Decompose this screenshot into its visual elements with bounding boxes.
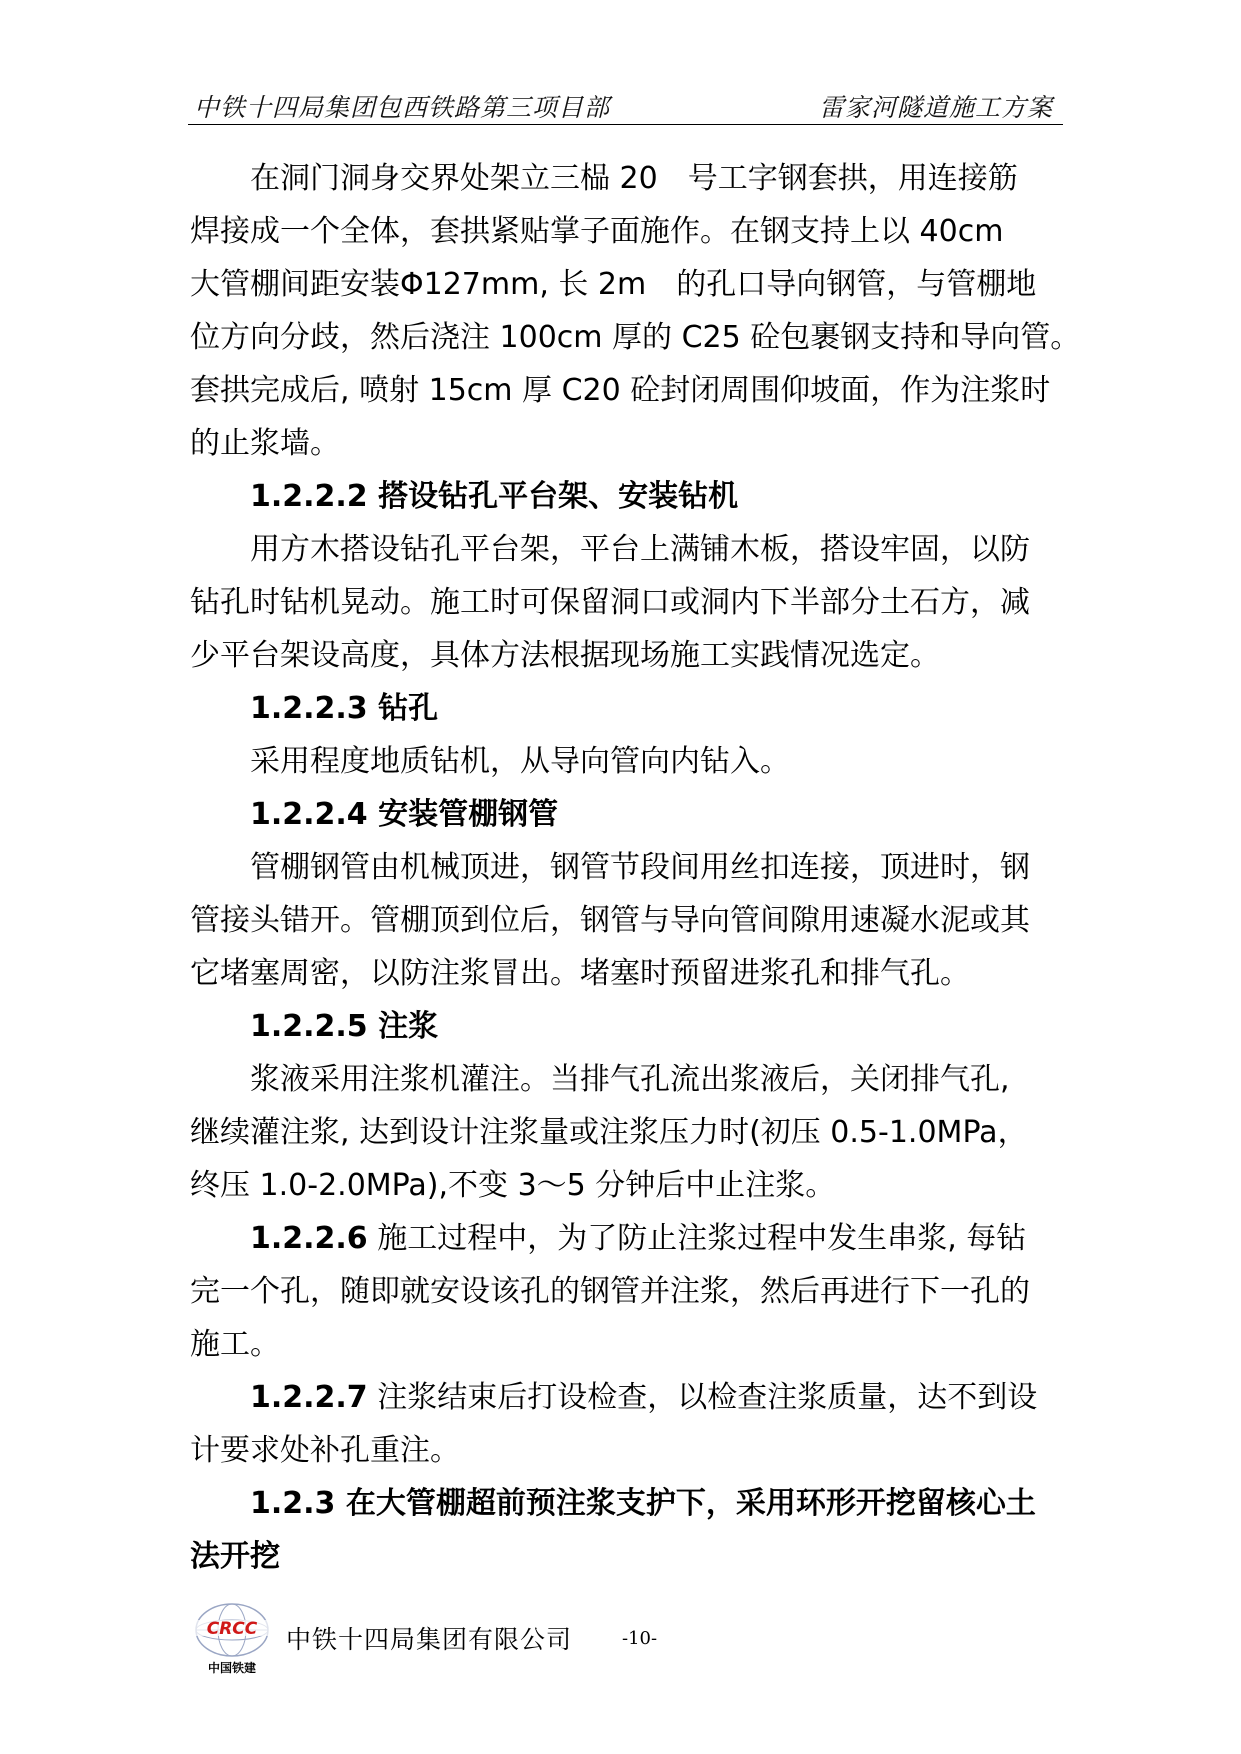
section-heading: 1.2.2.2 搭设钻孔平台架、安装钻机: [250, 479, 739, 514]
body-line: [190, 1212, 1060, 1265]
logo-caption: 中国铁建: [207, 1661, 257, 1675]
body-line: 继续灌注浆, 达到设计注浆量或注浆压力时(初压 0.5-1.0MPa，: [190, 1115, 1028, 1150]
section-heading: 1.2.3 在大管棚超前预注浆支护下，采用环形开挖留核心土: [250, 1486, 1036, 1521]
body-line: 少平台架设高度，具体方法根据现场施工实践情况选定。: [190, 638, 940, 673]
logo-mark: CRCC: [206, 1619, 258, 1639]
body-line: [190, 1371, 1060, 1424]
body-line: 完一个孔，随即就安设该孔的钢管并注浆，然后再进行下一孔的: [190, 1274, 1030, 1309]
section-heading: 1.2.2.3 钻孔: [250, 691, 439, 726]
footer-company: 中铁十四局集团有限公司: [286, 1625, 573, 1654]
body-line: 采用程度地质钻机，从导向管向内钻入。: [250, 744, 790, 779]
header-project: 中铁十四局集团包西铁路第三项目部: [194, 93, 611, 122]
body-line: 终压 1.0-2.0MPa),不变 3～5 分钟后中止注浆。: [190, 1168, 836, 1203]
body-line: 钻孔时钻机晃动。施工时可保留洞口或洞内下半部分土石方，减: [190, 585, 1030, 620]
section-heading: 1.2.2.4 安装管棚钢管: [250, 797, 559, 832]
section-heading: 法开挖: [190, 1539, 280, 1574]
item-number: 1.2.2.6: [250, 1221, 368, 1256]
body-line: 用方木搭设钻孔平台架，平台上满铺木板，搭设牢固，以防: [250, 532, 1030, 567]
item-number: 1.2.2.7: [250, 1380, 368, 1415]
page-header: [188, 84, 1063, 125]
body-line: 浆液采用注浆机灌注。当排气孔流出浆液后，关闭排气孔,: [250, 1062, 1010, 1097]
body-line: 大管棚间距安装Φ127mm, 长 2m 的孔口导向钢管，与管棚地: [190, 267, 1037, 302]
body-line: 套拱完成后, 喷射 15cm 厚 C20 砼封闭周围仰坡面，作为注浆时: [190, 373, 1051, 408]
body-line: 它堵塞周密，以防注浆冒出。堵塞时预留进浆孔和排气孔。: [190, 956, 970, 991]
body-line: 施工。: [190, 1327, 280, 1362]
page-number: -10-: [622, 1628, 658, 1649]
body-line: 位方向分歧，然后浇注 100cm 厚的 C25 砼包裹钢支持和导向管。: [190, 320, 1081, 355]
body-line: 的止浆墙。: [190, 426, 340, 461]
body-line: 在洞门洞身交界处架立三榀 20 号工字钢套拱，用连接筋: [250, 161, 1018, 196]
item-text: 施工过程中，为了防止注浆过程中发生串浆, 每钻: [367, 1221, 1027, 1256]
body-line: 管接头错开。管棚顶到位后，钢管与导向管间隙用速凝水泥或其: [190, 903, 1030, 938]
page-body: [190, 152, 1081, 1583]
section-heading: 1.2.2.5 注浆: [250, 1009, 439, 1044]
body-line: 管棚钢管由机械顶进，钢管节段间用丝扣连接，顶进时，钢: [250, 850, 1030, 885]
header-doc-title: 雷家河隧道施工方案: [818, 93, 1053, 122]
body-line: 计要求处补孔重注。: [190, 1433, 460, 1468]
item-text: 注浆结束后打设检查，以检查注浆质量，达不到设: [367, 1380, 1038, 1415]
body-line: 焊接成一个全体，套拱紧贴掌子面施作。在钢支持上以 40cm: [190, 214, 1004, 249]
crcc-logo-icon: [190, 1600, 274, 1680]
page-footer: [190, 1600, 890, 1680]
